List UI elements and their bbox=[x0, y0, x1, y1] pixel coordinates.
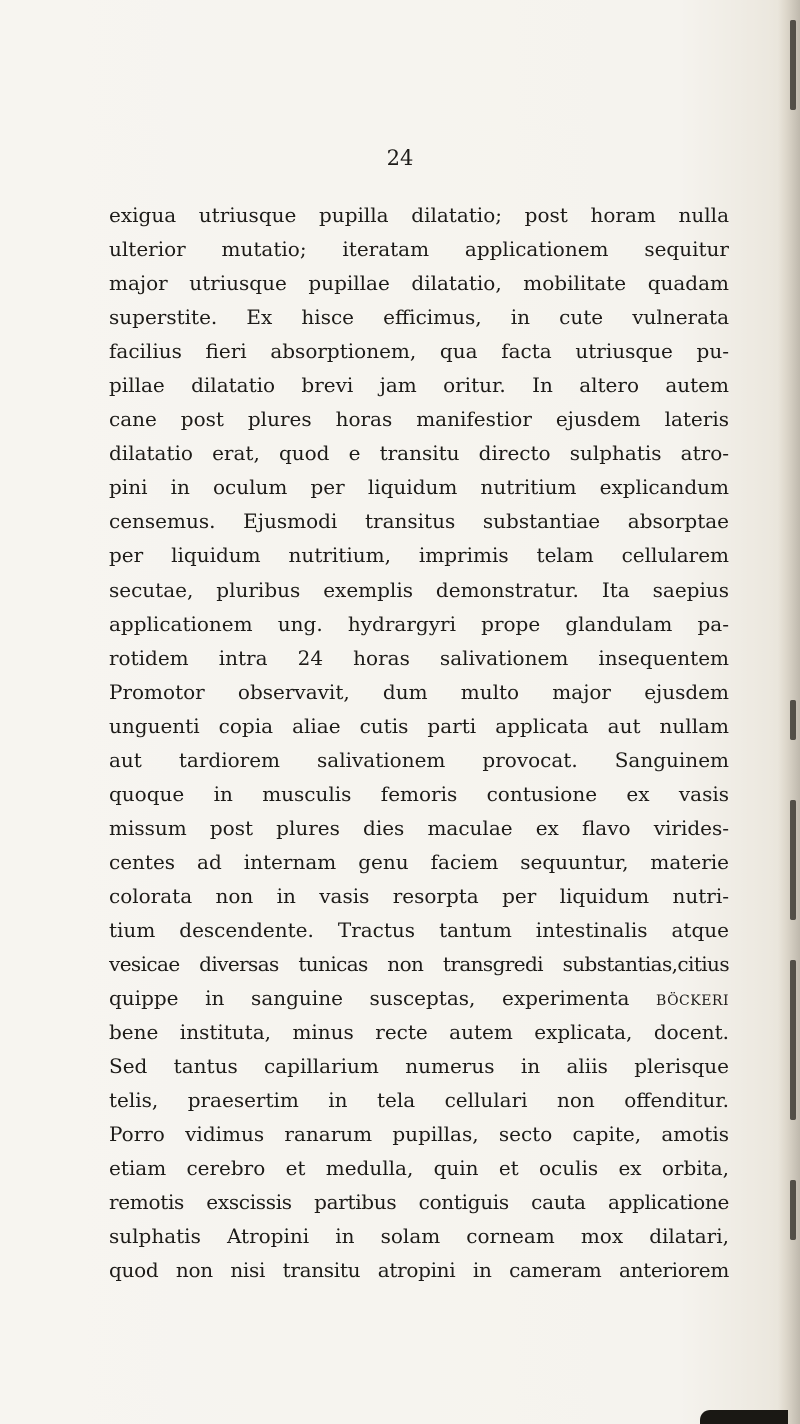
page-number: 24 bbox=[386, 146, 414, 170]
text-line: aut tardiorem salivationem provocat. Sanguinem bbox=[109, 747, 729, 772]
text-line: quod non nisi transitu atropini in cameram anteriorem bbox=[109, 1258, 729, 1283]
edge-mark bbox=[790, 1180, 796, 1240]
text-line: Promotor observavit, dum multo major ejusdem bbox=[109, 679, 729, 704]
text-line: pini in oculum per liquidum nutritium explicandum bbox=[109, 475, 729, 500]
edge-mark bbox=[790, 20, 796, 110]
text-line-part: quippe in sanguine susceptas, experimenta bbox=[109, 986, 630, 1011]
edge-mark bbox=[790, 700, 796, 740]
edge-mark bbox=[790, 960, 796, 1120]
text-line: Porro vidimus ranarum pupillas, secto capite, amotis bbox=[109, 1122, 729, 1147]
text-line: unguenti copia aliae cutis parti applicata aut nullam bbox=[109, 713, 729, 738]
text-line: colorata non in vasis resorpta per liquidum nutri- bbox=[109, 883, 729, 908]
text-line: sulphatis Atropini in solam corneam mox dilatari, bbox=[109, 1224, 729, 1249]
text-line: dilatatio erat, quod e transitu directo sulphatis atro- bbox=[109, 441, 729, 466]
text-line: remotis exscissis partibus contiguis cauta applicatione bbox=[109, 1190, 729, 1215]
binding-shadow bbox=[778, 0, 800, 1424]
text-line: cane post plures horas manifestior ejusdem lateris bbox=[109, 407, 729, 432]
text-line: applicationem ung. hydrargyri prope glandulam pa- bbox=[109, 611, 729, 636]
text-line: vesicae diversas tunicas non transgredi substantias,citius bbox=[109, 952, 729, 977]
text-line: major utriusque pupillae dilatatio, mobilitate quadam bbox=[109, 271, 729, 296]
text-line: Sed tantus capillarium numerus in aliis plerisque bbox=[109, 1054, 729, 1079]
text-line: bene instituta, minus recte autem explicata, docent. bbox=[109, 1020, 729, 1045]
text-line: secutae, pluribus exemplis demonstratur. Ita saepius bbox=[109, 577, 729, 602]
text-line: facilius fieri absorptionem, qua facta utriusque pu- bbox=[109, 339, 729, 364]
text-line: per liquidum nutritium, imprimis telam cellularem bbox=[109, 543, 729, 568]
corner-mark bbox=[700, 1410, 788, 1424]
edge-mark bbox=[790, 800, 796, 920]
text-line: centes ad internam genu faciem sequuntur, materie bbox=[109, 849, 729, 874]
text-line: censemus. Ejusmodi transitus substantiae absorptae bbox=[109, 509, 729, 534]
text-line: pillae dilatatio brevi jam oritur. In altero autem bbox=[109, 373, 729, 398]
author-name-smallcaps: böckeri bbox=[656, 986, 729, 1011]
text-line bbox=[109, 981, 729, 1015]
text-line: rotidem intra 24 horas salivationem insequentem bbox=[109, 645, 729, 670]
text-line: etiam cerebro et medulla, quin et oculis ex orbita, bbox=[109, 1156, 729, 1181]
body-text bbox=[109, 198, 729, 1288]
text-line: missum post plures dies maculae ex flavo virides- bbox=[109, 815, 729, 840]
text-line: ulterior mutatio; iteratam applicationem sequitur bbox=[109, 237, 729, 262]
text-line: telis, praesertim in tela cellulari non offenditur. bbox=[109, 1088, 729, 1113]
text-line: quoque in musculis femoris contusione ex vasis bbox=[109, 781, 729, 806]
text-line: superstite. Ex hisce efficimus, in cute vulnerata bbox=[109, 305, 729, 330]
text-line: exigua utriusque pupilla dilatatio; post horam nulla bbox=[109, 203, 729, 227]
text-line: tium descendente. Tractus tantum intestinalis atque bbox=[109, 917, 729, 942]
